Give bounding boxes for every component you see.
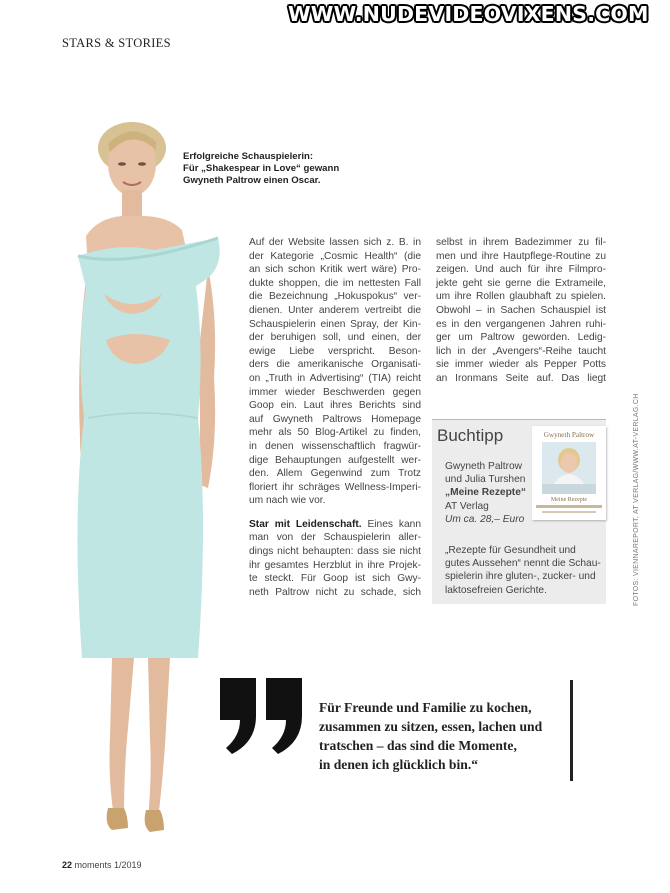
- text-line: sie immer wieder als Pepper Potts: [436, 359, 606, 371]
- text-line: on „Truth in Advertising“ (TIA) reicht: [249, 372, 421, 384]
- page-footer: [62, 860, 142, 870]
- book-cover-title: Meine Rezepte: [550, 497, 588, 503]
- text-line: gutes Aussehen“ nennt die Schau-: [445, 558, 601, 570]
- text-line: Goop ein. Laut ihres Berichts sind: [249, 400, 421, 412]
- book-coauthor: und Julia Turshen: [445, 474, 526, 486]
- text-line: [249, 518, 421, 532]
- photo-caption: [183, 151, 373, 188]
- watermark: WWW.NUDEVIDEOVIXENS.COM: [288, 2, 649, 26]
- text-line: selbst in ihrem Badezimmer zu fil-: [436, 237, 606, 248]
- magazine-issue: moments 1/2019: [72, 860, 142, 870]
- book-cover: [532, 426, 606, 520]
- text-line: lich in der „Avengers“-Reihe taucht: [436, 345, 606, 357]
- pull-quote-line: Für Freunde und Familie zu kochen,: [319, 700, 532, 715]
- book-author: Gwyneth Paltrow: [445, 461, 523, 472]
- book-cover-photo: [542, 442, 596, 494]
- pull-quote-line: in denen ich glücklich bin.“: [319, 757, 479, 772]
- text-line: zeigen. Und auch für ihre Filmpro-: [436, 264, 606, 276]
- text-line: ger um Paltrow geworden. Ledig-: [436, 332, 606, 344]
- caption-line: Gwyneth Paltrow einen Oscar.: [183, 175, 321, 187]
- text-line: an sich schon Kritik wert wäre) Pro-: [249, 264, 421, 276]
- text-line: Schauspielerin einen Spray, der Kin-: [249, 318, 421, 330]
- article-column-1: [249, 236, 421, 599]
- text-line: den. Allem Gegenwind zum Trotz: [249, 468, 421, 480]
- pull-quote: [319, 698, 542, 774]
- text-line: laktosefreien Gerichte.: [445, 584, 547, 596]
- text-line: der Kategorie „Cosmic Health“ (die: [249, 250, 421, 262]
- text-line: spielerin ihre gluten-, zucker- und: [445, 571, 596, 583]
- text-fragment: Eines kann: [361, 518, 421, 530]
- caption-line: Erfolgreiche Schauspielerin:: [183, 151, 314, 162]
- pull-quote-line: tratschen – das sind die Momente,: [319, 738, 517, 753]
- text-line: Obwohl – in Sachen Schauspiel ist: [436, 304, 606, 316]
- text-line: an Ironmans Seite auf. Das liegt: [436, 372, 606, 384]
- text-line: ihr gesamtes Herzblut in ihre Projek-: [249, 559, 421, 571]
- text-line: ders die amerikanische Organisati-: [249, 359, 421, 371]
- photo-credit: [633, 386, 645, 606]
- book-price: Um ca. 28,– Euro: [445, 513, 525, 525]
- text-line: um nach wie vor.: [249, 495, 326, 507]
- text-line: dukte shoppen, die im nettesten Fall: [249, 277, 421, 289]
- text-line: auf Gwyneth Paltrows Homepage: [249, 413, 421, 425]
- text-line: dige Behauptungen aufgestellt wer-: [249, 454, 421, 466]
- text-line: der beruhigen soll, und einen, der: [249, 332, 421, 344]
- article-column-2: [436, 236, 606, 386]
- text-line: die Bezeichnung „Hokuspokus“ ver-: [249, 291, 421, 303]
- text-line: jekte geht sie gerne die Extrameile,: [436, 277, 606, 289]
- text-line: in denen wissenschaftlich fragwür-: [249, 440, 421, 452]
- text-line: dienen. Unter anderem vertreibt die: [249, 304, 421, 316]
- text-line: dings nicht behaupten: dass sie nicht: [249, 546, 421, 558]
- text-line: te steckt. Für Goop ist sich Gwy-: [249, 573, 421, 585]
- buchtipp-title: Buchtipp: [437, 426, 504, 445]
- section-label: STARS & STORIES: [62, 36, 171, 50]
- caption-line: Für „Shakespear in Love“ gewann: [183, 163, 340, 175]
- text-line: Auf der Website lassen sich z. B. in: [249, 237, 421, 248]
- book-info: [445, 460, 526, 526]
- page-number: 22: [62, 860, 73, 870]
- text-line: es in den vergangenen Jahren ruhi-: [436, 318, 606, 330]
- text-line: man von der Schauspielerin aller-: [249, 532, 421, 544]
- photo-credit-text: FOTOS: VIENNAREPORT, AT VERLAG/WWW.AT-VERLAG.CH: [633, 393, 640, 606]
- text-line: um ihre Rollen glaubhaft zu spielen.: [436, 291, 606, 303]
- actress-photo: [58, 118, 238, 838]
- book-publisher: AT Verlag: [445, 500, 489, 512]
- book-title: „Meine Rezepte“: [445, 487, 526, 499]
- pull-quote-line: zusammen zu sitzen, essen, lachen und: [319, 719, 543, 734]
- book-cover-author: Gwyneth Paltrow: [543, 431, 595, 439]
- buchtipp-box: [432, 419, 606, 604]
- subhead: Star mit Leidenschaft.: [249, 518, 362, 530]
- text-line: men und ihre Hautpflege-Routine zu: [436, 250, 606, 262]
- text-line: neth Paltrow nicht zu schade, sich: [249, 586, 421, 598]
- text-line: immer wieder Beschwerden gegen: [249, 386, 421, 398]
- text-line: ewige Liebe verspricht. Beson-: [249, 345, 421, 357]
- book-description: [445, 544, 601, 597]
- text-line: „Rezepte für Gesundheit und: [445, 545, 576, 556]
- pull-quote-rule: [570, 680, 573, 781]
- text-line: mehr als 50 Blog-Artikel zu finden,: [249, 427, 421, 439]
- text-line: floriert ihr schräges Wellness-Imperi-: [249, 481, 421, 493]
- quote-mark-icon: [218, 676, 306, 756]
